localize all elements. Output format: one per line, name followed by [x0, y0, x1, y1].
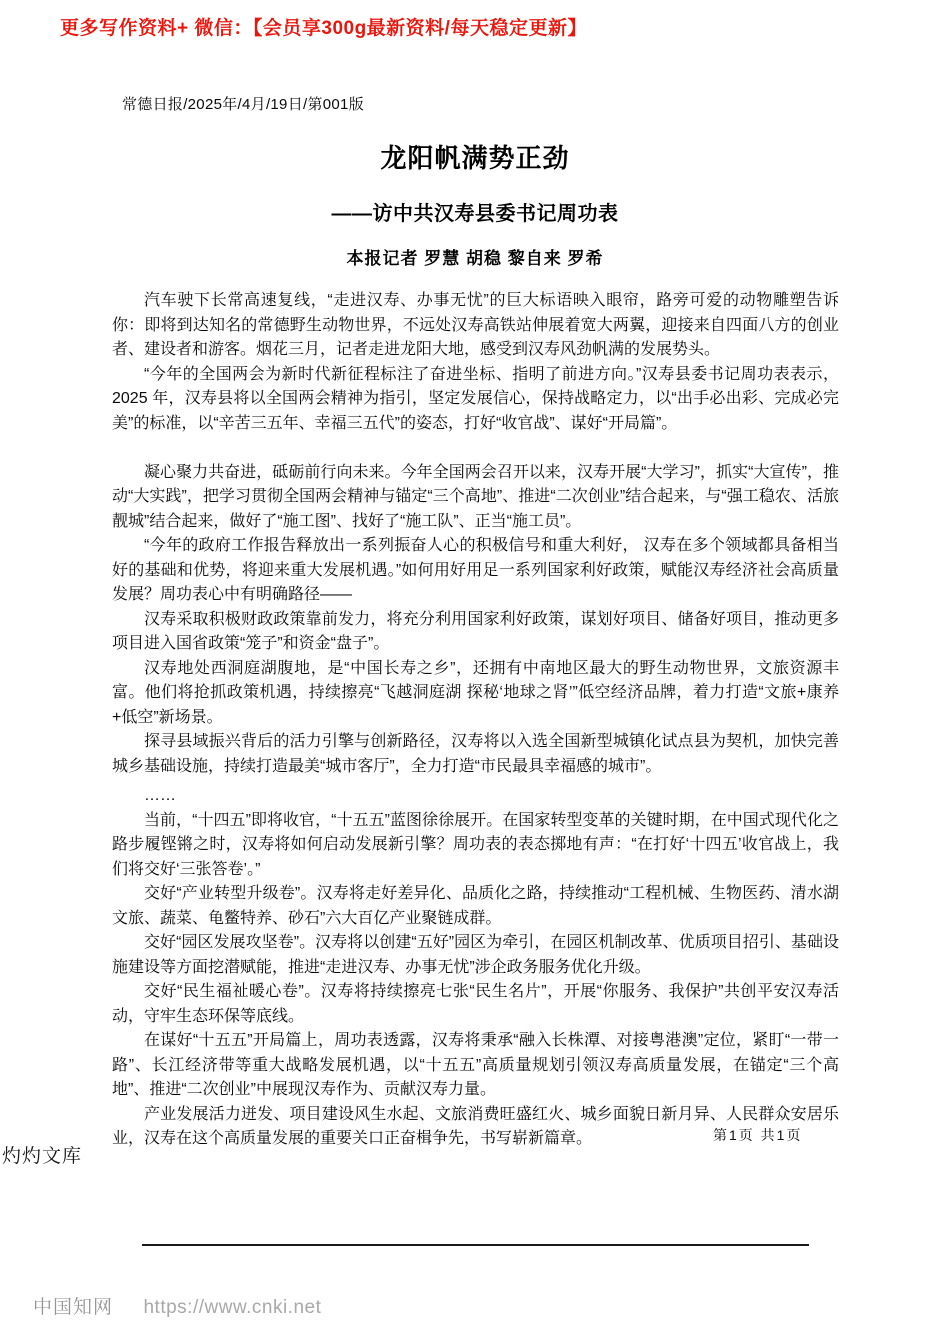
- article-paragraph: 汉寿采取积极财政政策靠前发力，将充分利用国家利好政策，谋划好项目、储备好项目，推动更多项目进入国省政策“笼子”和资金“盘子”。: [112, 610, 839, 652]
- article-paragraph: “今年的政府工作报告释放出一系列振奋人心的积极信号和重大利好， 汉寿在多个领域都具备相当好的基础和优势，将迎来重大发展机遇。”如何用好用足一系列国家利好政策，赋能汉寿经济社会高质量发展？周功表心中有明确路径——: [112, 537, 839, 603]
- publication-source-line: 常德日报/2025年/4月/19日/第001版: [122, 96, 364, 113]
- article-paragraph: 汽车驶下长常高速复线，“走进汉寿、办事无忧”的巨大标语映入眼帘，路旁可爱的动物雕塑告诉你：即将到达知名的常德野生动物世界，不远处汉寿高铁站伸展着宽大两翼，迎接来自四面八方的创业者、建设者和游客。烟花三月，记者走进龙阳大地，感受到汉寿风劲帆满的发展势头。: [112, 292, 839, 358]
- cnki-footer: [33, 1292, 321, 1319]
- article-paragraph: “今年的全国两会为新时代新征程标注了奋进坐标、指明了前进方向。”汉寿县委书记周功表表示，2025 年，汉寿县将以全国两会精神为指引，坚定发展信心，保持战略定力，以“出手必出彩、完成必完美”的标准，以“辛苦三五年、幸福三五代”的姿态，打好“收官战”、谋好“开局篇”。: [112, 365, 839, 432]
- article-paragraph: 探寻县域振兴背后的活力引擎与创新路径，汉寿将以入选全国新型城镇化试点县为契机，加快完善城乡基础设施，持续打造最美“城市客厅”，全力打造“市民最具幸福感的城市”。: [112, 733, 839, 775]
- article-paragraph: 交好“园区发展攻坚卷”。汉寿将以创建“五好”园区为牵引，在园区机制改革、优质项目招引、基础设施建设等方面挖潜赋能，推进“走进汉寿、办事无忧”涉企政务服务优化升级。: [112, 934, 839, 976]
- article-byline: 本报记者 罗慧 胡稳 黎自来 罗希: [346, 249, 604, 268]
- article-paragraph-ellipsis: ……: [144, 787, 176, 804]
- article-paragraph: 交好“产业转型升级卷”。汉寿将走好差异化、品质化之路，持续推动“工程机械、生物医药、清水湖文旅、蔬菜、龟鳖特养、砂石”六大百亿产业聚链成群。: [112, 885, 839, 927]
- promo-banner-text: 更多写作资料+ 微信：【会员享300g最新资料/每天稳定更新】: [60, 18, 587, 39]
- footer-divider-line: [142, 1244, 809, 1246]
- cnki-url-watermark: https://www.cnki.net: [143, 1297, 322, 1318]
- library-watermark: 灼灼文库: [2, 1146, 83, 1167]
- article-paragraph: 交好“民生福祉暖心卷”。汉寿将持续擦亮七张“民生名片”，开展“你服务、我保护”共创平安汉寿活动，守牢生态环保等底线。: [112, 983, 839, 1025]
- article-body: [112, 289, 839, 1152]
- article-paragraph: 在谋好“十五五”开局篇上，周功表透露，汉寿将秉承“融入长株潭、对接粤港澳”定位，紧盯“一带一路”、长江经济带等重大战略发展机遇，以“十五五”高质量规划引领汉寿高质量发展，在锚定“三个高地”、推进“二次创业”中展现汉寿作为、贡献汉寿力量。: [112, 1032, 839, 1098]
- page-indicator: 第1页 共1页: [713, 1127, 803, 1143]
- article-paragraph: 汉寿地处西洞庭湖腹地，是“中国长寿之乡”，还拥有中南地区最大的野生动物世界，文旅资源丰富。他们将抢抓政策机遇，持续擦亮“飞越洞庭湖 探秘‘地球之肾’”低空经济品牌，着力打造“文旅+康养+低空”新场景。: [112, 659, 839, 726]
- article-paragraph: 当前，“十四五”即将收官，“十五五”蓝图徐徐展开。在国家转型变革的关键时期，在中国式现代化之路步履铿锵之时，汉寿将如何启动发展新引擎？周功表的表态掷地有声：“在打好‘十四五’收官战上，我们将交好‘三张答卷’。”: [112, 811, 839, 878]
- cnki-brand-watermark: 中国知网: [33, 1297, 114, 1318]
- article-title: 龙阳帆满势正劲: [380, 143, 570, 173]
- article-subtitle: ——访中共汉寿县委书记周功表: [331, 203, 619, 225]
- article-paragraph: 凝心聚力共奋进，砥砺前行向未来。今年全国两会召开以来，汉寿开展“大学习”，抓实“大宣传”，推动“大实践”，把学习贯彻全国两会精神与锚定“三个高地”、推进“二次创业”结合起来，与“强工稳农、活旅靓城”结合起来，做好了“施工图”、找好了“施工队”、正当“施工员”。: [112, 463, 839, 530]
- article-paragraph: 产业发展活力迸发、项目建设风生水起、文旅消费旺盛红火、城乡面貌日新月异、人民群众安居乐业，汉寿在这个高质量发展的重要关口正奋楫争先，书写崭新篇章。: [112, 1105, 839, 1147]
